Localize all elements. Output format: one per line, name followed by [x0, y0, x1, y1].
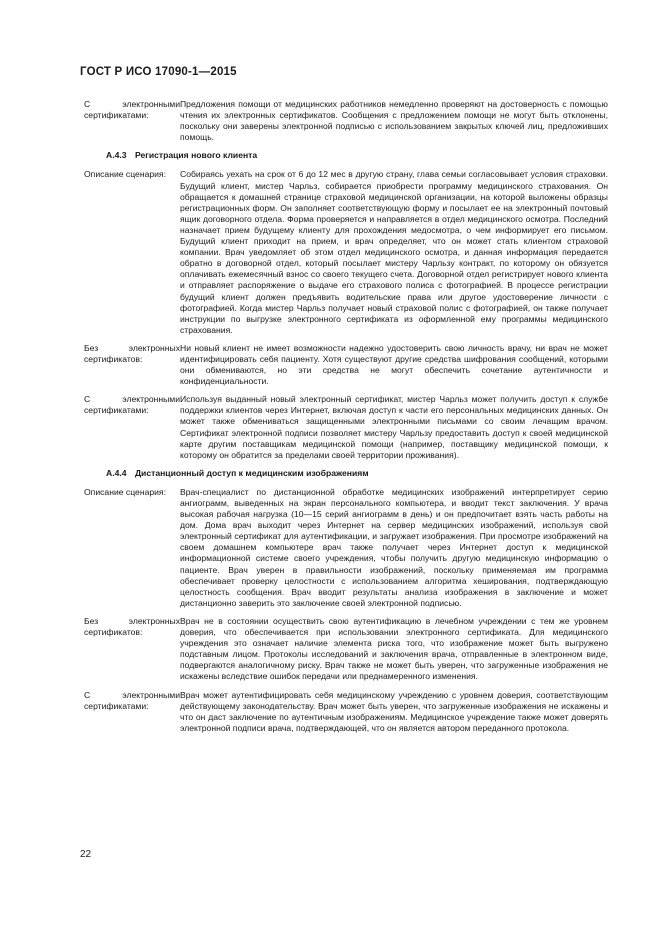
entry-text: Врач не в состоянии осуществить свою аутентификацию в лечебном учреждении с тем же уровнем доверия, что обеспечивается при использовании электронного сертификата. Для медицинского учреждения это означает наличие элемента риска того, что изображение может быть выгружено подставным лицом. Протоколы исследований и заключения врача, отправленные в электронном виде, подвергаются аналогичному риску. Врач также не может быть уверен, что загруженные изображения не искажены вследствие ошибок передачи или преднамеренного изменения. [180, 615, 608, 682]
scenario-entry [84, 690, 608, 734]
entry-text: Используя выданный новый электронный сертификат, мистер Чарльз может получить доступ к службе поддержки клиентов через Интернет, включая доступ к части его персональных медицинских данных. Он может также обмениваться защищенными электронными письмами со своим лечащим врачом. Сертификат электронной подписи позволяет мистеру Чарльзу предоставить доступ к своей медицинской карте другим поставщикам медицинской помощи (например, поставщику медицинской помощи, к которому он обратится за пределами своей территории проживания). [180, 394, 608, 460]
scenario-entry [84, 616, 608, 683]
document-body [84, 99, 608, 741]
entry-text: Предложения помощи от медицинских работников немедленно проверяют на достоверность с помощью чтения их электронных сертификатов. Сообщения с предложением помощи не могут быть отклонены, поскольку они заверены электронной подписью с использованием закрытых ключей лиц, предложивших помощь. [180, 99, 608, 143]
entry-text: Врач-специалист по дистанционной обработке медицинских изображений интерпретирует серию ангиограмм, выведенных на экран персонального компьютера, и вводит текст заключения. У врача высокая рабочая нагрузка (10—15 серий ангиограмм в день) и он предпочитает взять часть работы на дом. Дома врач выходит через Интернет на сервер медицинских изображений, используя свой электронный сертификат для аутентификации, и загружает изображения. При просмотре изображений на своем домашнем компьютере врач также получает через Интернет доступ к медицинской информационной системе своего учреждения, чтобы получить другую медицинскую информацию о пациенте. Врач уверен в правильности изображений, поскольку применяемая им программа обеспечивает проверку целостности с использованием алгоритма хеширования, подтверждающую целостность сообщения. Врач вводит результаты анализа изображения в заключение и может дистанционно заверить это заключение своей электронной подписью. [180, 486, 608, 608]
entry-label: С электронными сертификатами: [84, 394, 180, 416]
page-number: 22 [80, 849, 92, 860]
scenario-entry [84, 169, 608, 335]
section-number: А.4.4 [106, 467, 127, 478]
section-heading [106, 468, 608, 479]
entry-text: Врач может аутентифицировать себя медицинскому учреждению с уровнем доверия, соответствующим действующему законодательству. Врач может быть уверен, что загруженные изображения не искажены и что он даст заключение по аутентичным изображениям. Медицинское учреждение также может доверять электронной подписи врача, подтверждающей, что он является автором переданного протокола. [180, 689, 608, 733]
scenario-entry [84, 487, 608, 609]
section-heading [106, 150, 608, 161]
document-header: ГОСТ Р ИСО 17090-1—2015 [80, 66, 237, 78]
entry-label: С электронными сертификатами: [84, 689, 180, 711]
section-number: А.4.3 [106, 150, 127, 161]
section-title: Регистрация нового клиента [134, 150, 258, 161]
entry-label: С электронными сертификатами: [84, 99, 180, 121]
entry-label: Без электронных сертификатов: [84, 615, 180, 638]
scenario-entry [84, 343, 608, 387]
scenario-entry [84, 394, 608, 461]
entry-label: Без электронных сертификатов: [84, 342, 180, 364]
entry-text: Собираясь уехать на срок от 6 до 12 мес в другую страну, глава семьи согласовывает условия страховки. Будущий клиент, мистер Чарльз, собирается приобрести программу медицинского страхования. Он обращается к домашней странице страховой медицинской организации, на которой выложены образцы регистрационных форм. Он заполняет соответствующую форму и посылает ее на электронный почтовый ящик договорного отдела. Форма проверяется и направляется в отдел медицинского осмотра. Последний назначает прием будущему клиенту для прохождения медосмотра, о чем информирует его письмом. Будущий клиент приходит на прием, и врач определяет, что он может стать клиентом страховой компании. Врач уведомляет об этом отдел медицинского осмотра, и данная информация передается обратно в договорной отдел, который посылает мистеру Чарльзу контракт, по которому он обязуется оплачивать ежемесячный взнос со своего текущего счета. Договорной отдел регистрирует нового клиента и отправляет распоряжение о выдаче его страхового полиса с фотографией. В процессе регистрации будущий клиент должен предъявить водительские права или другое удостоверение личности с фотографией. Когда мистер Чарльз получает новый страховой полис с фотографией, он также получает инструкции по выгрузке электронного сертификата из оформленной ему программы медицинского страхования. [180, 169, 608, 335]
entry-text: Ни новый клиент не имеет возможности надежно удостоверить свою личность врачу, ни врач не может идентифицировать себя пациенту. Хотя существуют другие средства шифрования сообщений, которыми они обмениваются, но эти средства не могут обеспечить сочетание аутентичности и конфиденциальности. [180, 342, 608, 387]
entry-label: Описание сценария: [84, 169, 166, 180]
scenario-entry [84, 99, 608, 143]
section-title: Дистанционный доступ к медицинским изображениям [134, 467, 369, 478]
entry-label: Описание сценария: [84, 486, 166, 497]
